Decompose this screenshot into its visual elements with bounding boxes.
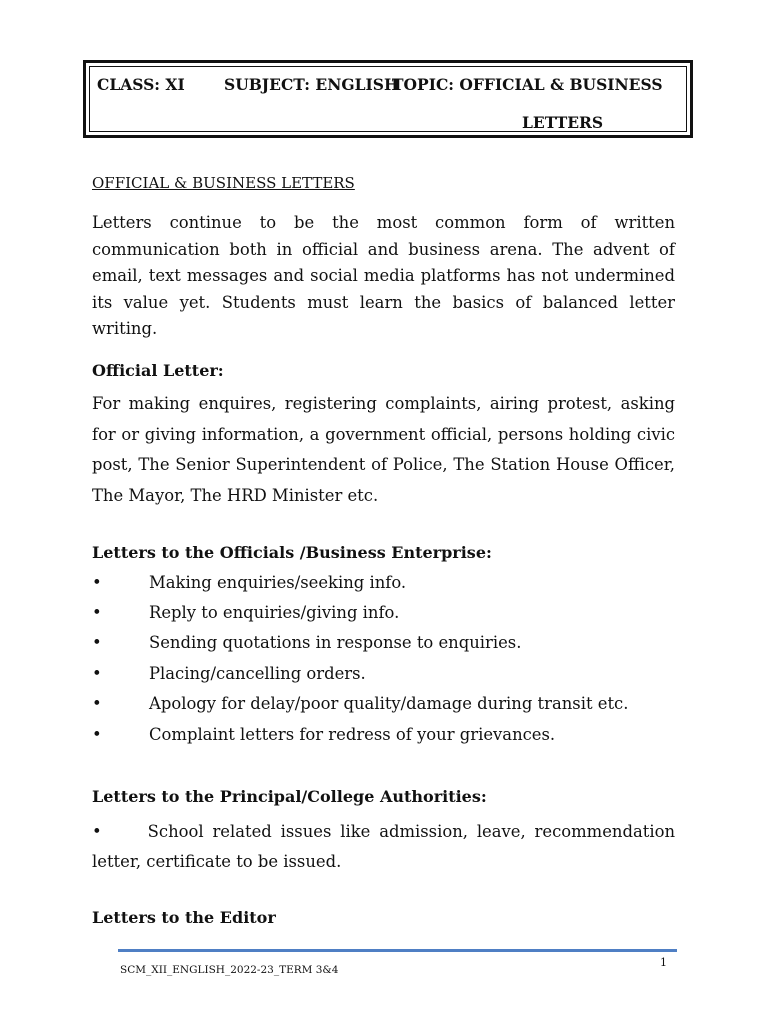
list-item-text: Reply to enquiries/giving info. (149, 603, 400, 622)
footer-rule (118, 949, 677, 952)
principal-item-text: School related issues like admission, leave, recommendation letter, certificate to be issued. (92, 822, 675, 871)
intro-paragraph: Letters continue to be the most common form of written communication both in official and business arena. The advent of email, text messages and social media platforms has not undermined its value yet. Students must learn the basics of balanced letter writing. (92, 213, 675, 338)
topic-label: TOPIC: OFFICIAL & BUSINESS (392, 75, 663, 94)
bullet-icon: • (92, 573, 102, 592)
list-item-text: Apology for delay/poor quality/damage during transit etc. (149, 694, 629, 713)
principal-section-heading: Letters to the Principal/College Authorities: (92, 787, 487, 806)
page-number: 1 (660, 956, 667, 969)
bullet-icon: • (92, 694, 102, 713)
list-item-text: Placing/cancelling orders. (149, 664, 366, 683)
principal-item (92, 817, 675, 877)
list-item (92, 664, 675, 688)
bullet-icon: • (92, 664, 102, 683)
list-item (92, 573, 675, 597)
officials-section-heading: Letters to the Officials /Business Enterprise: (92, 543, 492, 562)
list-item (92, 633, 675, 657)
topic-continued: LETTERS (522, 113, 604, 132)
official-letter-heading: Official Letter: (92, 361, 224, 380)
official-letter-paragraph: For making enquires, registering complaints, airing protest, asking for or giving information, a government official, persons holding civic post, The Senior Superintendent of Police, The Station House Officer, The Mayor, The HRD Minister etc. (92, 394, 675, 505)
bullet-icon: • (92, 603, 102, 622)
page-title: OFFICIAL & BUSINESS LETTERS (92, 174, 355, 192)
bullet-icon: • (92, 822, 102, 841)
footer-code: SCM_XII_ENGLISH_2022-23_TERM 3&4 (120, 964, 339, 976)
list-item-text: Complaint letters for redress of your grievances. (149, 725, 556, 744)
list-item-text: Making enquiries/seeking info. (149, 573, 407, 592)
subject-label: SUBJECT: ENGLISH (224, 75, 399, 94)
list-item (92, 603, 675, 627)
list-item-text: Sending quotations in response to enquiries. (149, 633, 522, 652)
editor-heading: Letters to the Editor (92, 908, 276, 927)
bullet-icon: • (92, 633, 102, 652)
class-label: CLASS: XI (97, 75, 185, 94)
list-item (92, 725, 675, 749)
list-item (92, 694, 675, 718)
bullet-icon: • (92, 725, 102, 744)
